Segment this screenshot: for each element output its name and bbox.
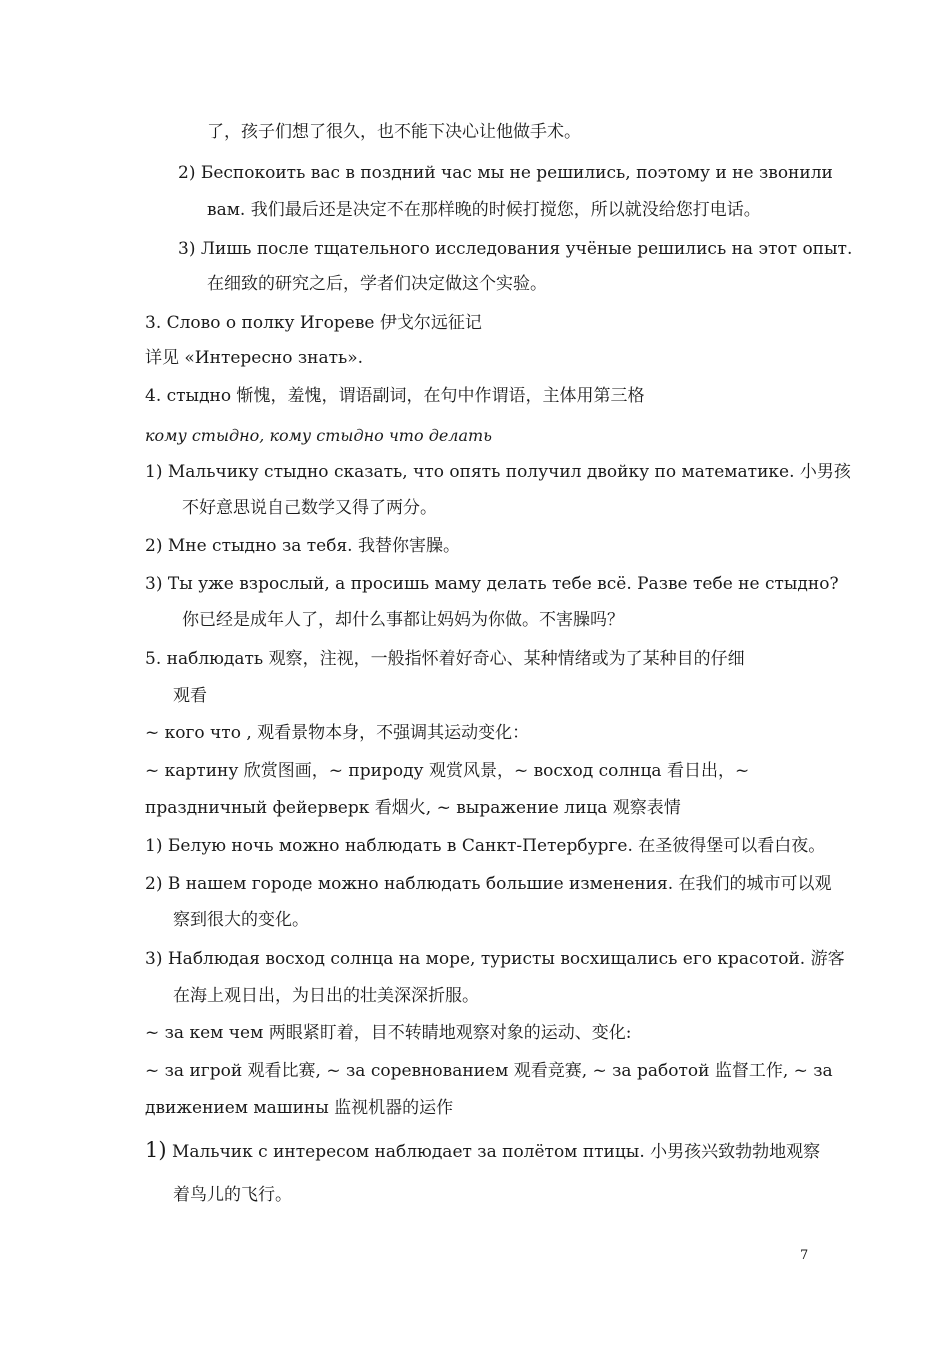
text-line: движением машины 监视机器的运作: [145, 1098, 454, 1118]
text-line: 察到很大的变化。: [173, 910, 309, 930]
line-text: Мальчик с интересом наблюдает за полётом птицы. 小男孩兴致勃勃地观察: [166, 1142, 821, 1162]
text-line: 不好意思说自己数学又得了两分。: [182, 498, 437, 518]
text-line: 2) В нашем городе можно наблюдать большие изменения. 在我们的城市可以观: [145, 874, 832, 894]
text-line: 观看: [173, 686, 207, 706]
text-line: праздничный фейерверк 看烟火, ~ выражение лица 观察表情: [145, 798, 681, 818]
text-line: 在细致的研究之后，学者们决定做这个实验。: [207, 274, 547, 294]
text-line: 了，孩子们想了很久，也不能下决心让他做手术。: [207, 122, 581, 142]
text-line: 在海上观日出，为日出的壮美深深折服。: [173, 986, 479, 1006]
text-line: 2) Беспокоить вас в поздний час мы не решились, поэтому и не звонили: [178, 163, 833, 183]
text-line: [145, 1138, 820, 1164]
usage-pattern: ~ за кем чем 两眼紧盯着，目不转睛地观察对象的运动、变化:: [145, 1023, 632, 1043]
text-line: 1) Белую ночь можно наблюдать в Санкт-Петербурге. 在圣彼得堡可以看白夜。: [145, 836, 826, 856]
section-heading: 4. стыдно 惭愧，羞愧，谓语副词，在句中作谓语，主体用第三格: [145, 386, 645, 406]
section-heading: 5. наблюдать 观察，注视，一般指怀着好奇心、某种情绪或为了某种目的仔细: [145, 649, 745, 669]
text-line: 1) Мальчику стыдно сказать, что опять получил двойку по математике. 小男孩: [145, 462, 851, 482]
text-line: вам. 我们最后还是决定不在那样晚的时候打搅您，所以就没给您打电话。: [207, 200, 761, 220]
text-line: 3) Лишь после тщательного исследования учёные решились на этот опыт.: [178, 239, 853, 259]
text-line: 2) Мне стыдно за тебя. 我替你害臊。: [145, 536, 460, 556]
page-number: 7: [800, 1248, 809, 1263]
text-line: ~ картину 欣赏图画，~ природу 观赏风景，~ восход солнца 看日出，~: [145, 761, 750, 781]
text-line: 你已经是成年人了，却什么事都让妈妈为你做。不害臊吗？: [182, 610, 624, 630]
section-heading: 3. Слово о полку Игореве 伊戈尔远征记: [145, 313, 482, 333]
text-line: 3) Наблюдая восход солнца на море, туристы восхищались его красотой. 游客: [145, 949, 845, 969]
usage-pattern: ~ кого что , 观看景物本身，不强调其运动变化：: [145, 723, 530, 743]
text-line: 3) Ты уже взрослый, а просишь маму делать тебе всё. Разве тебе не стыдно?: [145, 574, 839, 594]
usage-pattern: кому стыдно, кому стыдно что делать: [145, 426, 492, 445]
text-line: 详见 «Интересно знать».: [145, 348, 364, 368]
text-line: 着鸟儿的飞行。: [173, 1185, 292, 1205]
text-line: ~ за игрой 观看比赛, ~ за соревнованием 观看竞赛, ~ за работой 监督工作, ~ за: [145, 1061, 833, 1081]
list-number: 1): [145, 1138, 167, 1162]
